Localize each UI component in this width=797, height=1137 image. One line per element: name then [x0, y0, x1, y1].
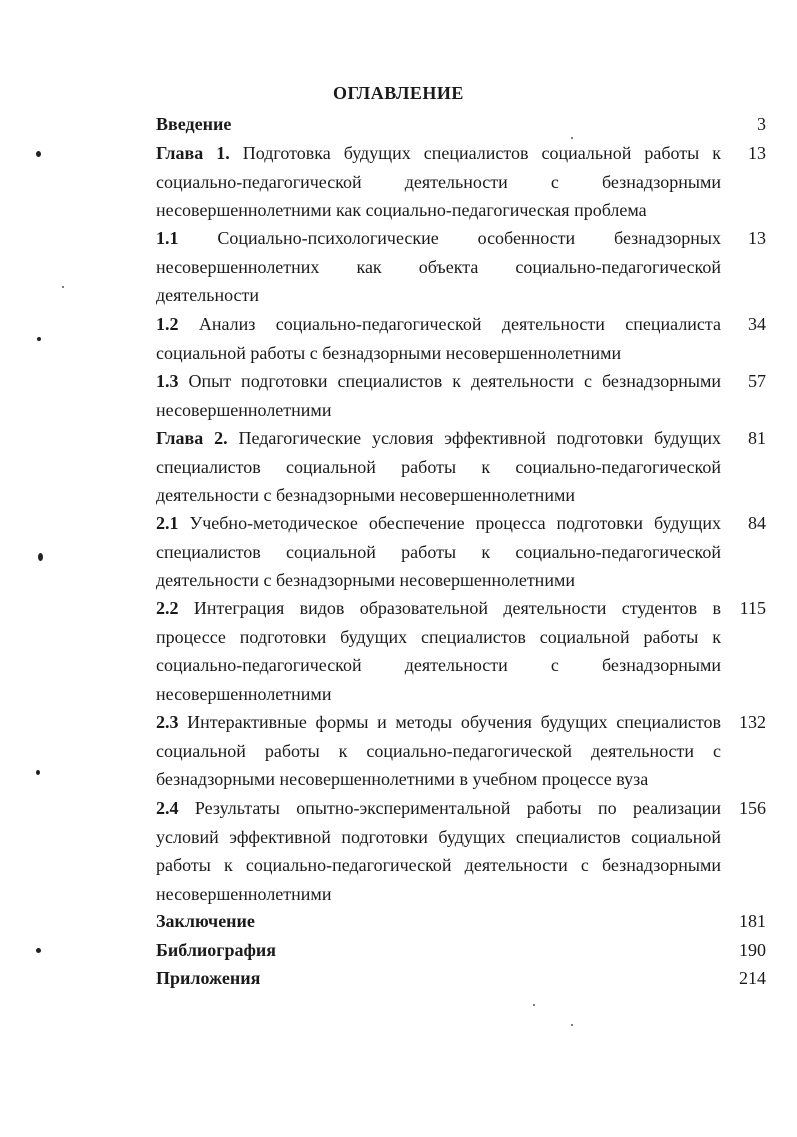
toc-entry-section-1-2 — [156, 310, 766, 367]
entry-page-number: 13 — [748, 228, 766, 248]
entry-text: Интеграция видов образовательной деятельности студентов в процессе подготовки будущих специалистов социальной работы к социально-педагогической деятельности с безнадзорными несовершеннолетними — [156, 598, 721, 704]
entry-page-number: 84 — [748, 513, 766, 533]
toc-entry-section-1-3 — [156, 367, 766, 424]
toc-entry-introduction — [156, 110, 766, 139]
entry-page-number: 156 — [739, 798, 766, 818]
entry-page-number: 3 — [757, 114, 766, 134]
entry-number: 2.2 — [156, 598, 179, 618]
toc-title: ОГЛАВЛЕНИЕ — [333, 83, 464, 103]
scan-punch-mark — [36, 770, 40, 775]
entry-page-number: 57 — [748, 371, 766, 391]
toc-entry-chapter-2 — [156, 424, 766, 510]
toc-entry-appendices — [156, 964, 766, 993]
toc-entry-section-2-3 — [156, 708, 766, 794]
entry-page-number: 81 — [748, 428, 766, 448]
entry-number: 1.1 — [156, 228, 179, 248]
entry-page-number: 132 — [739, 712, 766, 732]
entry-label: Библиография — [156, 940, 277, 960]
toc-entry-section-1-1 — [156, 224, 766, 310]
entry-page-number: 190 — [739, 940, 766, 960]
entry-text: Интерактивные формы и методы обучения будущих специалистов социальной работы к социально-педагогической деятельности с безнадзорными несовершеннолетними в учебном процессе вуза — [156, 712, 721, 789]
entry-label: Глава 1. — [156, 143, 230, 163]
toc-entry-section-2-4 — [156, 794, 766, 908]
scan-punch-mark — [36, 948, 41, 953]
entry-text: Результаты опытно-экспериментальной работы по реализации условий эффективной подготовки будущих специалистов социальной работы к социально-педагогической деятельности с безнадзорными несовершеннолетними — [156, 798, 721, 904]
entry-page-number: 214 — [739, 968, 766, 988]
scan-punch-mark — [36, 151, 41, 157]
entry-label: Введение — [156, 114, 232, 134]
scan-speck — [571, 137, 573, 139]
entry-label: Заключение — [156, 911, 255, 931]
toc-entry-section-2-2 — [156, 594, 766, 708]
scan-speck — [62, 286, 64, 288]
entry-page-number: 115 — [739, 598, 766, 618]
entry-number: 2.4 — [156, 798, 179, 818]
entry-text: Социально-психологические особенности безнадзорных несовершеннолетних как объекта социально-педагогической деятельности — [156, 228, 721, 305]
entry-label: Глава 2. — [156, 428, 228, 448]
entry-text: Анализ социально-педагогической деятельности специалиста социальной работы с безнадзорными несовершеннолетними — [156, 314, 721, 363]
entry-text: Педагогические условия эффективной подготовки будущих специалистов социальной работы к социально-педагогической деятельности с безнадзорными несовершеннолетними — [156, 428, 721, 505]
entry-number: 1.2 — [156, 314, 179, 334]
entry-text: Опыт подготовки специалистов к деятельности с безнадзорными несовершеннолетними — [156, 371, 721, 420]
entry-label: Приложения — [156, 968, 261, 988]
toc-entry-section-2-1 — [156, 509, 766, 595]
scan-punch-mark — [37, 337, 41, 341]
entry-number: 2.3 — [156, 712, 179, 732]
entry-text: Учебно-методическое обеспечение процесса подготовки будущих специалистов социальной работы к социально-педагогической деятельности с безнадзорными несовершеннолетними — [156, 513, 721, 590]
entry-page-number: 34 — [748, 314, 766, 334]
toc-entry-chapter-1 — [156, 139, 766, 225]
entry-page-number: 181 — [739, 911, 766, 931]
scan-speck — [533, 1004, 535, 1006]
entry-number: 2.1 — [156, 513, 179, 533]
entry-number: 1.3 — [156, 371, 179, 391]
entry-page-number: 13 — [748, 143, 766, 163]
toc-entry-bibliography — [156, 936, 766, 965]
scan-speck — [571, 1024, 573, 1026]
entry-text: Подготовка будущих специалистов социальной работы к социально-педагогической деятельности с безнадзорными несовершеннолетними как социально-педагогическая проблема — [156, 143, 721, 220]
toc-entry-conclusion — [156, 907, 766, 936]
scan-punch-mark — [38, 553, 43, 561]
